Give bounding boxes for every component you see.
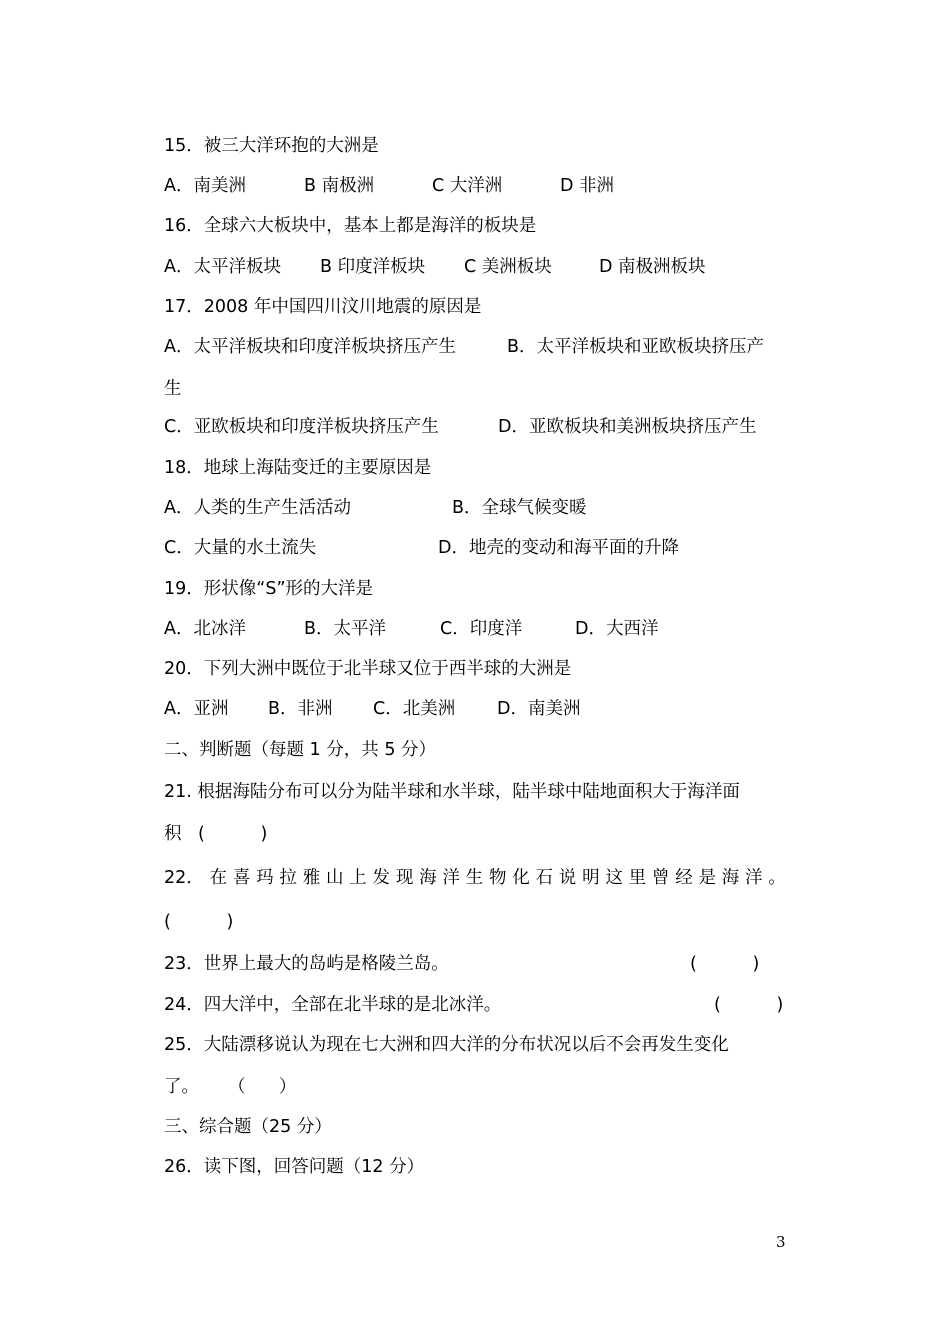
stem-char: 说 xyxy=(558,868,577,888)
question-stem: 20．下列大洲中既位于北半球又位于西半球的大洲是 xyxy=(164,659,572,679)
option-a: A．人类的生产生活活动 xyxy=(164,498,351,518)
question-stem: 19．形状像“S”形的大洋是 xyxy=(164,579,374,599)
question-stem-continued: 积 xyxy=(164,824,182,844)
stem-char: 玛 xyxy=(256,868,274,888)
stem-char: 上 xyxy=(349,868,367,888)
stem-char: 化 xyxy=(512,868,530,888)
answer-bracket: （ ） xyxy=(228,1077,297,1097)
stem-char: 曾 xyxy=(651,868,670,888)
stem-char: 物 xyxy=(488,868,507,888)
stem-char: 海 xyxy=(721,868,740,888)
stem-char: 洋 xyxy=(745,868,763,888)
option-b: B 南极洲 xyxy=(304,176,375,196)
stem-char: 是 xyxy=(698,868,716,888)
answer-bracket: ( ) xyxy=(714,995,784,1015)
option-c: C．北美洲 xyxy=(373,699,456,719)
option-d: D．亚欧板块和美洲板块挤压产生 xyxy=(498,417,757,437)
option-b-continued: 生 xyxy=(164,379,182,399)
answer-bracket: ( ) xyxy=(690,954,760,974)
question-stem: 23．世界上最大的岛屿是格陵兰岛。 xyxy=(164,954,449,974)
option-d: D 非洲 xyxy=(560,176,615,196)
option-c: C 大洋洲 xyxy=(432,176,503,196)
answer-bracket: ( ) xyxy=(198,824,268,844)
stem-char: 这 xyxy=(605,868,623,888)
question-stem: 15．被三大洋环抱的大洲是 xyxy=(164,136,379,156)
option-c: C．印度洋 xyxy=(440,619,523,639)
option-d: D．大西洋 xyxy=(575,619,659,639)
option-a: A．亚洲 xyxy=(164,699,229,719)
question-stem-continued: 了。 xyxy=(164,1077,199,1097)
page-number: 3 xyxy=(776,1233,786,1251)
option-a: A．北冰洋 xyxy=(164,619,246,639)
stem-char: 喜 xyxy=(232,868,251,888)
stem-char: 现 xyxy=(395,868,414,888)
question-stem: 16．全球六大板块中，基本上都是海洋的板块是 xyxy=(164,216,537,236)
stem-char: 洋 xyxy=(442,868,460,888)
option-b: B．太平洋 xyxy=(304,619,387,639)
question-stem: 25．大陆漂移说认为现在七大洲和四大洋的分布状况以后不会再发生变化 xyxy=(164,1035,729,1055)
stem-char: 在 xyxy=(209,868,228,888)
stem-char: 石 xyxy=(535,868,553,888)
stem-char: 海 xyxy=(419,868,437,888)
question-26-stem: 26．读下图，回答问题（12 分） xyxy=(164,1157,425,1177)
question-stem: 24．四大洋中，全部在北半球的是北冰洋。 xyxy=(164,995,502,1015)
question-stem: 18．地球上海陆变迁的主要原因是 xyxy=(164,458,432,478)
section-heading-judgment: 二、判断题（每题 1 分，共 5 分） xyxy=(164,740,437,760)
stem-char: 。 xyxy=(768,868,786,888)
question-stem: 17．2008 年中国四川汶川地震的原因是 xyxy=(164,297,482,317)
option-c: C 美洲板块 xyxy=(464,257,552,277)
answer-bracket: ( ) xyxy=(164,912,234,932)
option-b: B 印度洋板块 xyxy=(320,257,426,277)
option-a: A．太平洋板块和印度洋板块挤压产生 xyxy=(164,337,456,357)
stem-char: 拉 xyxy=(279,868,297,888)
stem-char: 发 xyxy=(372,868,391,888)
option-d: D．南美洲 xyxy=(497,699,581,719)
option-c: C．亚欧板块和印度洋板块挤压产生 xyxy=(164,417,439,437)
option-b: B．非洲 xyxy=(268,699,333,719)
option-b: B．全球气候变暖 xyxy=(452,498,587,518)
option-b: B．太平洋板块和亚欧板块挤压产 xyxy=(507,337,765,357)
stem-char: 经 xyxy=(675,868,693,888)
stem-char: 山 xyxy=(325,868,344,888)
option-d: D．地壳的变动和海平面的升降 xyxy=(438,538,679,558)
option-d: D 南极洲板块 xyxy=(599,257,706,277)
stem-char: 雅 xyxy=(302,868,321,888)
stem-char: 生 xyxy=(465,868,484,888)
stem-char: 明 xyxy=(582,868,600,888)
question-stem: 21. 根据海陆分布可以分为陆半球和水半球，陆半球中陆地面积大于海洋面 xyxy=(164,782,740,802)
option-a: A．太平洋板块 xyxy=(164,257,281,277)
option-a: A．南美洲 xyxy=(164,176,246,196)
stem-char: 里 xyxy=(628,868,647,888)
option-c: C．大量的水土流失 xyxy=(164,538,317,558)
section-heading-comprehensive: 三、综合题（25 分） xyxy=(164,1117,332,1137)
question-stem-justified xyxy=(164,866,786,890)
stem-char: 22． xyxy=(164,868,204,888)
